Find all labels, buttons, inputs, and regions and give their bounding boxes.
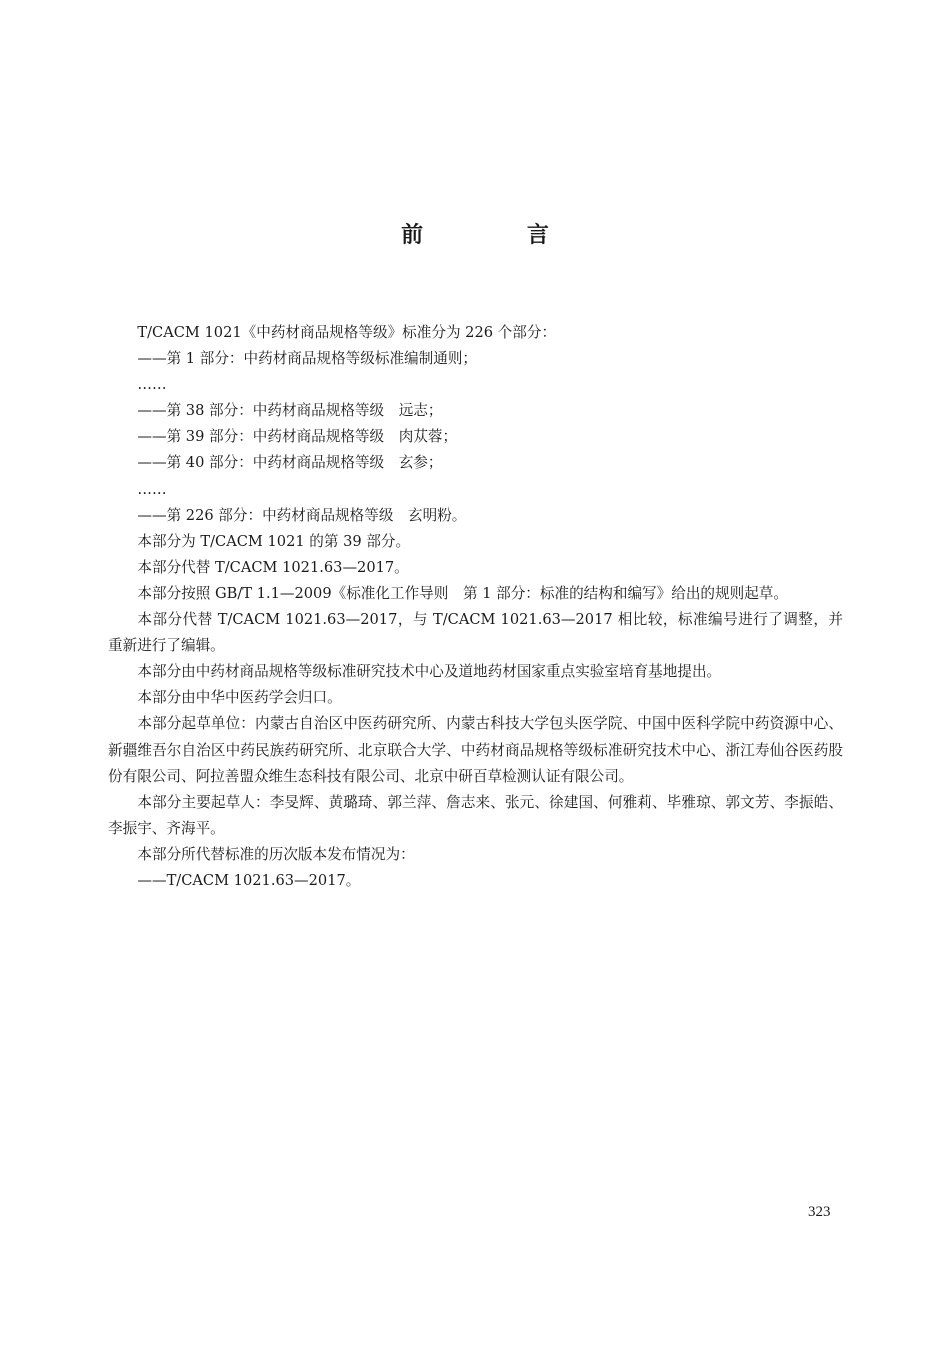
ellipsis: …… bbox=[137, 376, 167, 394]
list-item-part-226: ——第 226 部分：中药材商品规格等级 玄明粉。 bbox=[137, 506, 467, 524]
paragraph-parts-intro: T/CACM 1021《中药材商品规格等级》标准分为 226 个部分： bbox=[137, 324, 557, 341]
list-item-history: ——T/CACM 1021.63—2017。 bbox=[137, 871, 361, 889]
paragraph-replaces: 本部分代替 T/CACM 1021.63—2017。 bbox=[137, 558, 409, 576]
page-number: 323 bbox=[808, 1204, 831, 1220]
foreword-body bbox=[108, 320, 843, 894]
page-title: 前 言 bbox=[401, 223, 597, 248]
paragraph-part-number: 本部分为 T/CACM 1021 的第 39 部分。 bbox=[137, 532, 411, 550]
list-item-part-40: ——第 40 部分：中药材商品规格等级 玄参； bbox=[137, 454, 443, 472]
list-item-part-39: ——第 39 部分：中药材商品规格等级 肉苁蓉； bbox=[137, 428, 458, 446]
paragraph-drafting-units: 本部分起草单位：内蒙古自治区中医药研究所、内蒙古科技大学包头医学院、中国中医科学院中药资源中心、新疆维吾尔自治区中药民族药研究所、北京联合大学、中药材商品规格等级标准研究技术中心、浙江寿仙谷医药股份有限公司、阿拉善盟众维生态科技有限公司、北京中研百草检测认证有限公司。 bbox=[108, 715, 843, 785]
paragraph-drafting-rules: 本部分按照 GB/T 1.1—2009《标准化工作导则 第 1 部分：标准的结构和编写》给出的规则起草。 bbox=[137, 584, 788, 602]
ellipsis: …… bbox=[137, 480, 167, 498]
list-item-part-38: ——第 38 部分：中药材商品规格等级 远志； bbox=[137, 402, 443, 420]
paragraph-drafters: 本部分主要起草人：李旻辉、黄璐琦、郭兰萍、詹志来、张元、徐建国、何雅莉、毕雅琼、郭文芳、李振皓、李振宇、齐海平。 bbox=[108, 793, 843, 837]
paragraph-changes: 本部分代替 T/CACM 1021.63—2017，与 T/CACM 1021.63—2017 相比较，标准编号进行了调整，并重新进行了编辑。 bbox=[108, 611, 843, 655]
paragraph-proposer: 本部分由中药材商品规格等级标准研究技术中心及道地药材国家重点实验室培育基地提出。 bbox=[137, 663, 722, 681]
paragraph-history-intro: 本部分所代替标准的历次版本发布情况为： bbox=[137, 845, 415, 863]
paragraph-administrator: 本部分由中华中医药学会归口。 bbox=[137, 689, 342, 707]
list-item-part-1: ——第 1 部分：中药材商品规格等级标准编制通则； bbox=[137, 350, 478, 368]
